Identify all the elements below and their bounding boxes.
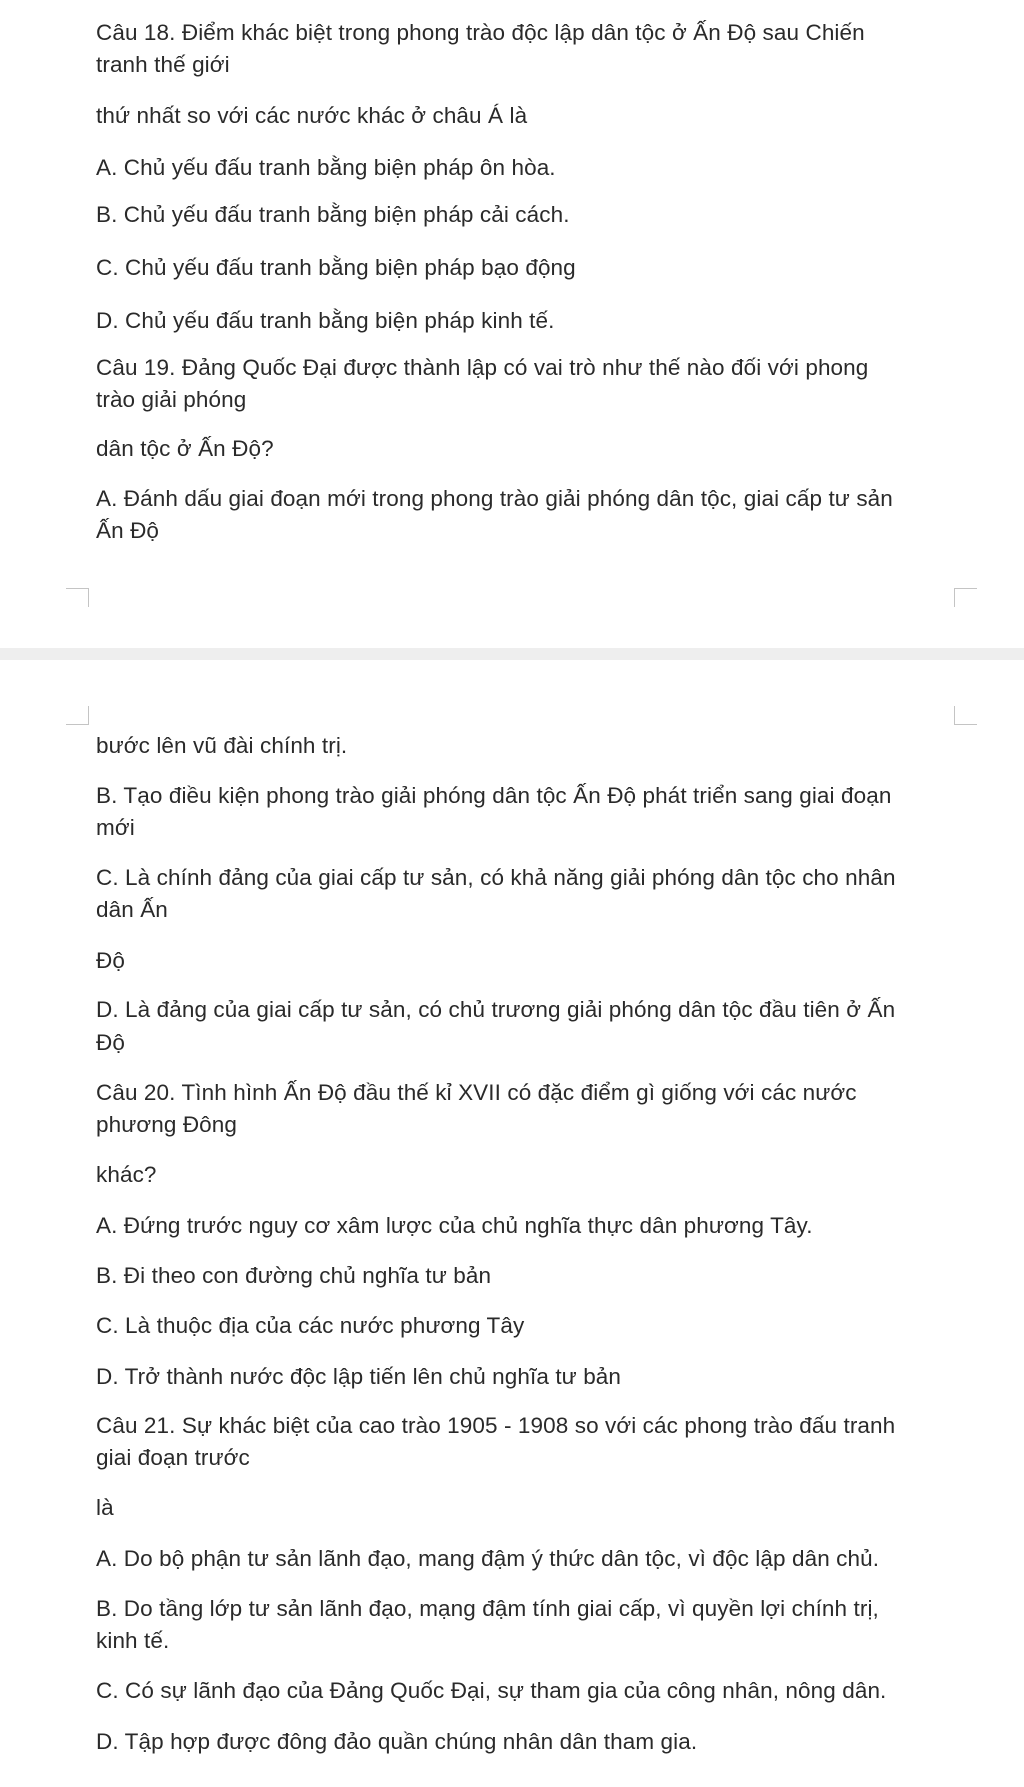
- question-19-text: Câu 19. Đảng Quốc Đại được thành lập có vai trò như thế nào đối với phong: [96, 355, 869, 380]
- question-18-text: thứ nhất so với các nước khác ở châu Á là: [96, 103, 528, 128]
- answer-option: A. Do bộ phận tư sản lãnh đạo, mang đậm ý thức dân tộc, vì độc lập dân chủ.: [96, 1546, 880, 1571]
- question-21-text: Câu 21. Sự khác biệt của cao trào 1905 - 1908 so với các phong trào đấu tranh: [96, 1413, 896, 1438]
- answer-option: D. Là đảng của giai cấp tư sản, có chủ trương giải phóng dân tộc đầu tiên ở Ấn: [96, 997, 896, 1022]
- question-20-text: phương Đông: [96, 1112, 238, 1137]
- answer-option: bước lên vũ đài chính trị.: [96, 733, 348, 758]
- answer-option: A. Chủ yếu đấu tranh bằng biện pháp ôn hòa.: [96, 155, 556, 180]
- answer-option: B. Do tầng lớp tư sản lãnh đạo, mạng đậm tính giai cấp, vì quyền lợi chính trị,: [96, 1596, 879, 1621]
- answer-option: dân Ấn: [96, 897, 168, 922]
- answer-option: mới: [96, 815, 135, 840]
- answer-option: B. Tạo điều kiện phong trào giải phóng dân tộc Ấn Độ phát triển sang giai đoạn: [96, 783, 892, 808]
- question-20-text: Câu 20. Tình hình Ấn Độ đầu thế kỉ XVII có đặc điểm gì giống với các nước: [96, 1080, 857, 1105]
- page-corner-mark: [66, 706, 89, 725]
- page-corner-mark: [66, 588, 89, 607]
- question-21-text: giai đoạn trước: [96, 1445, 250, 1470]
- question-19-text: trào giải phóng: [96, 387, 247, 412]
- answer-option: D. Chủ yếu đấu tranh bằng biện pháp kinh tế.: [96, 308, 555, 333]
- question-19-text: dân tộc ở Ấn Độ?: [96, 436, 274, 461]
- page-corner-mark: [954, 706, 977, 725]
- answer-option: C. Là thuộc địa của các nước phương Tây: [96, 1313, 525, 1338]
- answer-option: A. Đứng trước nguy cơ xâm lược của chủ nghĩa thực dân phương Tây.: [96, 1213, 813, 1238]
- question-21-text: là: [96, 1495, 114, 1520]
- question-18-text: Câu 18. Điểm khác biệt trong phong trào độc lập dân tộc ở Ấn Độ sau Chiến: [96, 20, 865, 45]
- question-20-text: khác?: [96, 1162, 157, 1187]
- answer-option: B. Chủ yếu đấu tranh bằng biện pháp cải cách.: [96, 202, 570, 227]
- answer-option: B. Đi theo con đường chủ nghĩa tư bản: [96, 1263, 492, 1288]
- answer-option: D. Trở thành nước độc lập tiến lên chủ nghĩa tư bản: [96, 1364, 622, 1389]
- answer-option: Độ: [96, 1030, 125, 1055]
- answer-option: C. Chủ yếu đấu tranh bằng biện pháp bạo động: [96, 255, 576, 280]
- answer-option: A. Đánh dấu giai đoạn mới trong phong trào giải phóng dân tộc, giai cấp tư sản: [96, 486, 893, 511]
- answer-option: Ấn Độ: [96, 518, 160, 543]
- page-corner-mark: [954, 588, 977, 607]
- question-18-text: tranh thế giới: [96, 52, 230, 77]
- answer-option: D. Tập hợp được đông đảo quần chúng nhân dân tham gia.: [96, 1729, 698, 1754]
- answer-option: C. Là chính đảng của giai cấp tư sản, có khả năng giải phóng dân tộc cho nhân: [96, 865, 896, 890]
- answer-option: Độ: [96, 948, 125, 973]
- answer-option: kinh tế.: [96, 1628, 170, 1653]
- page-break-gap: [0, 648, 1024, 660]
- answer-option: C. Có sự lãnh đạo của Đảng Quốc Đại, sự tham gia của công nhân, nông dân.: [96, 1678, 887, 1703]
